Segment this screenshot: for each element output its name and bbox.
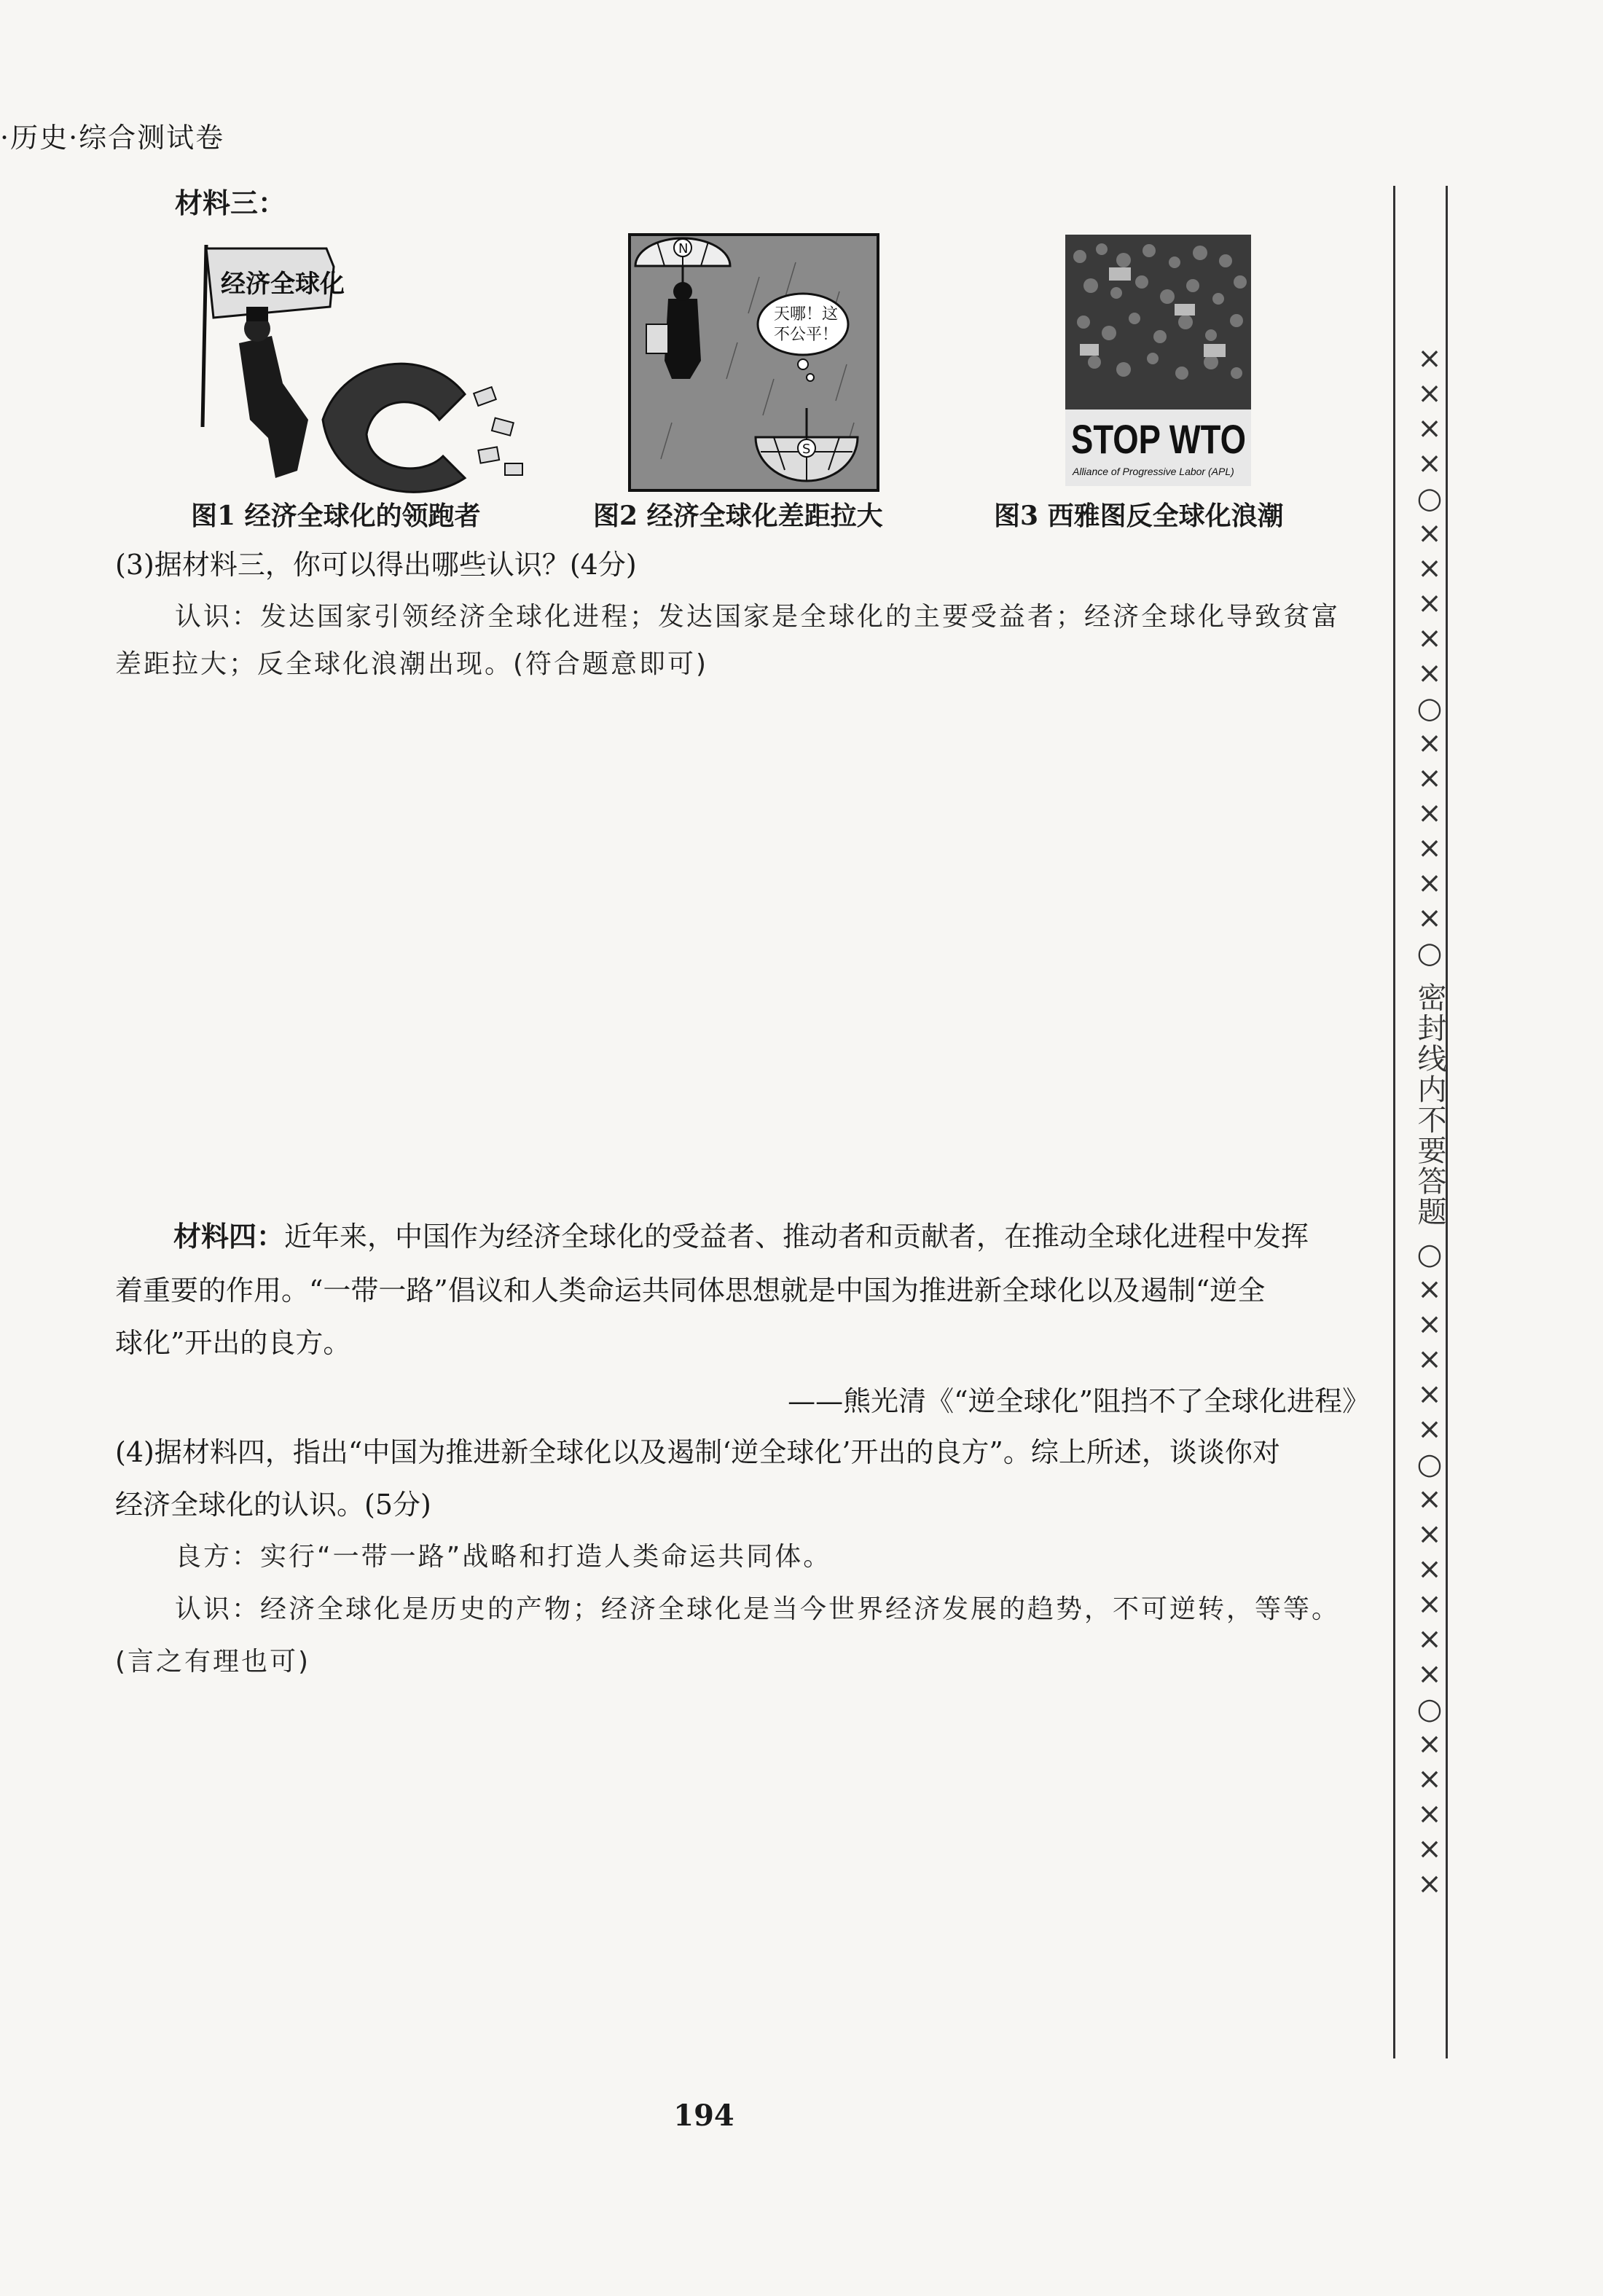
figure-2-cartoon: [628, 233, 879, 492]
answer-4-line-1: 良方：实行“一带一路”战略和打造人类命运共同体。: [175, 1542, 832, 1572]
answer-3-line-1: 认识：发达国家引领经济全球化进程；发达国家是全球化的主要受益者；经济全球化导致贫富: [175, 602, 1341, 632]
figure-2-caption: 图2 经济全球化差距拉大: [593, 501, 883, 531]
page-header: ·历史·综合测试卷: [0, 122, 225, 154]
figure-3-photo: [1065, 235, 1251, 486]
figure-3-sign-text: STOP WTO: [1071, 416, 1246, 462]
figure-1-caption: 图1 经济全球化的领跑者: [191, 501, 481, 531]
material4-paragraph-line-2: 着重要的作用。“一带一路”倡议和人类命运共同体思想就是中国为推进新全球化以及遏制“逆全: [115, 1274, 1266, 1306]
svg-text:天哪！这: 天哪！这: [774, 305, 839, 324]
material4-paragraph-line-3: 球化”开出的良方。: [115, 1327, 351, 1359]
figure-2-top-globe-letter: N: [678, 241, 689, 256]
material4-source: ——熊光清《“逆全球化”阻挡不了全球化进程》: [788, 1385, 1370, 1417]
question-4-line-2: 经济全球化的认识。(5分): [115, 1489, 431, 1521]
figure-3-subsign-text: Alliance of Progressive Labor (APL): [1073, 466, 1234, 477]
seal-line-left: [1393, 186, 1395, 2058]
figure-2-bottom-globe-letter: S: [802, 442, 811, 457]
figure-1-flag-text: 经济全球化: [221, 270, 345, 299]
svg-text:不公平！: 不公平！: [774, 326, 839, 344]
figure-1-cartoon: [188, 238, 530, 493]
figure-3-caption: 图3 西雅图反全球化浪潮: [994, 501, 1284, 531]
question-4-line-1: (4)据材料四，指出“中国为推进新全球化以及遏制‘逆全球化’开出的良方”。综上所述，谈谈你对: [115, 1436, 1280, 1468]
material4-paragraph-line-1: 材料四：近年来，中国作为经济全球化的受益者、推动者和贡献者，在推动全球化进程中发挥: [173, 1220, 1309, 1253]
answer-4-line-2: 认识：经济全球化是历史的产物；经济全球化是当今世界经济发展的趋势，不可逆转，等等。: [175, 1594, 1341, 1624]
answer-3-line-2: 差距拉大；反全球化浪潮出现。(符合题意即可): [115, 649, 709, 679]
material4-label: 材料四：: [173, 1220, 285, 1253]
seal-column-text: ××××○×××××○××××××○ 密封线内不要答题 ○×××××○××××××○×××××: [1413, 342, 1446, 1903]
answer-4-line-3: (言之有理也可): [115, 1647, 311, 1677]
question-3: (3)据材料三，你可以得出哪些认识？(4分): [115, 549, 637, 581]
page-number: 194: [673, 2099, 734, 2133]
material3-label: 材料三：: [175, 187, 286, 219]
